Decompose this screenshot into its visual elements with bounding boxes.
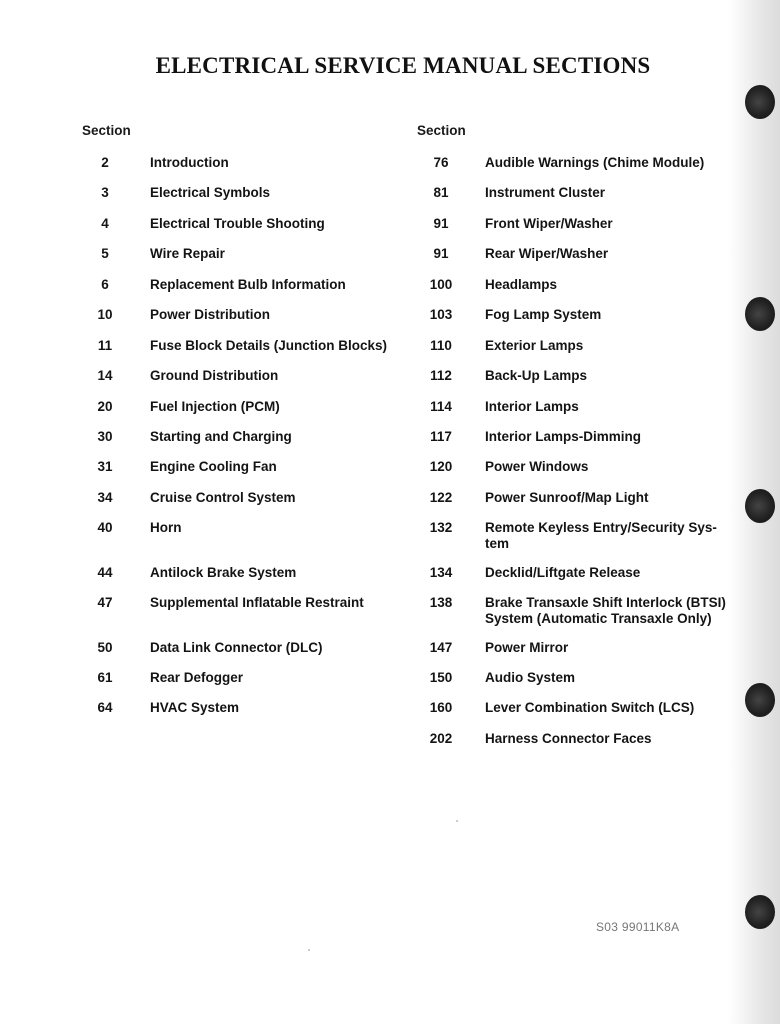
section-number: 76 [433,155,449,170]
section-title: Electrical Trouble Shooting [150,216,325,231]
section-number: 112 [430,368,452,383]
section-number: 160 [429,700,453,715]
section-number: 81 [433,185,449,200]
section-number: 100 [429,277,453,292]
section-number: 40 [97,520,113,535]
section-number: 61 [97,670,113,685]
section-title: Audio System [485,670,576,685]
scan-speck [308,949,310,951]
section-title: Cruise Control System [150,490,296,505]
section-number: 103 [429,307,453,322]
section-title-continued: tem [485,536,510,551]
section-title: Brake Transaxle Shift Interlock (BTSI) [485,595,726,610]
page-title: ELECTRICAL SERVICE MANUAL SECTIONS [155,53,651,78]
section-number: 147 [429,640,453,655]
section-title: Harness Connector Faces [485,731,652,746]
section-number: 2 [101,155,109,170]
section-number: 202 [429,731,453,746]
section-title: Decklid/Liftgate Release [485,565,641,580]
section-title: HVAC System [150,700,240,715]
binder-hole [745,895,775,929]
scan-speck [456,820,458,822]
footer-code: S03 99011K8A [596,920,680,934]
section-title: Fuel Injection (PCM) [150,399,280,414]
section-title: Exterior Lamps [485,338,584,353]
section-number: 132 [429,520,453,535]
section-title: Front Wiper/Washer [485,216,613,231]
section-number: 20 [97,399,113,414]
section-number: 64 [97,700,113,715]
section-title: Headlamps [485,277,558,292]
section-number: 91 [433,246,449,261]
section-title: Supplemental Inflatable Restraint [150,595,364,610]
section-number: 6 [101,277,109,292]
section-title: Replacement Bulb Information [150,277,346,292]
section-number: 31 [97,459,113,474]
binder-hole [745,489,775,523]
section-title: Power Distribution [150,307,271,322]
section-number: 10 [97,307,113,322]
section-title: Interior Lamps-Dimming [485,429,642,444]
section-title: Antilock Brake System [150,565,297,580]
section-number: 120 [429,459,453,474]
section-title: Horn [150,520,182,535]
binder-hole [745,683,775,717]
section-title: Lever Combination Switch (LCS) [485,700,695,715]
section-title: Instrument Cluster [485,185,606,200]
section-number: 30 [97,429,113,444]
section-number: 3 [101,185,109,200]
section-number: 47 [97,595,113,610]
section-title: Introduction [150,155,229,170]
section-title: Ground Distribution [150,368,279,383]
section-title: Rear Wiper/Washer [485,246,609,261]
section-title-continued: System (Automatic Transaxle Only) [485,611,712,626]
section-number: 44 [97,565,113,580]
section-title: Data Link Connector (DLC) [150,640,323,655]
section-title: Fog Lamp System [485,307,602,322]
section-title: Back-Up Lamps [485,368,588,383]
section-title: Wire Repair [150,246,225,261]
section-title: Audible Warnings (Chime Module) [485,155,705,170]
section-title: Engine Cooling Fan [150,459,277,474]
binder-hole [745,85,775,119]
section-number: 34 [97,490,113,505]
section-title: Interior Lamps [485,399,579,414]
section-number: 150 [429,670,453,685]
section-title: Rear Defogger [150,670,244,685]
section-title: Remote Keyless Entry/Security Sys- [485,520,717,535]
section-number: 110 [430,338,452,353]
left-column-header: Section [82,123,131,138]
section-number: 122 [429,490,453,505]
section-title: Power Mirror [485,640,569,655]
section-title: Starting and Charging [150,429,292,444]
section-number: 138 [429,595,453,610]
section-title: Fuse Block Details (Junction Blocks) [150,338,388,353]
section-title: Power Sunroof/Map Light [485,490,649,505]
right-column-header: Section [417,123,466,138]
section-number: 50 [97,640,113,655]
section-number: 91 [433,216,449,231]
section-number: 117 [430,429,452,444]
section-title: Power Windows [485,459,589,474]
section-title: Electrical Symbols [150,185,271,200]
binder-hole [745,297,775,331]
section-number: 11 [97,338,113,353]
section-number: 4 [101,216,109,231]
section-number: 134 [429,565,453,580]
section-number: 5 [101,246,109,261]
section-number: 14 [97,368,113,383]
section-number: 114 [430,399,452,414]
